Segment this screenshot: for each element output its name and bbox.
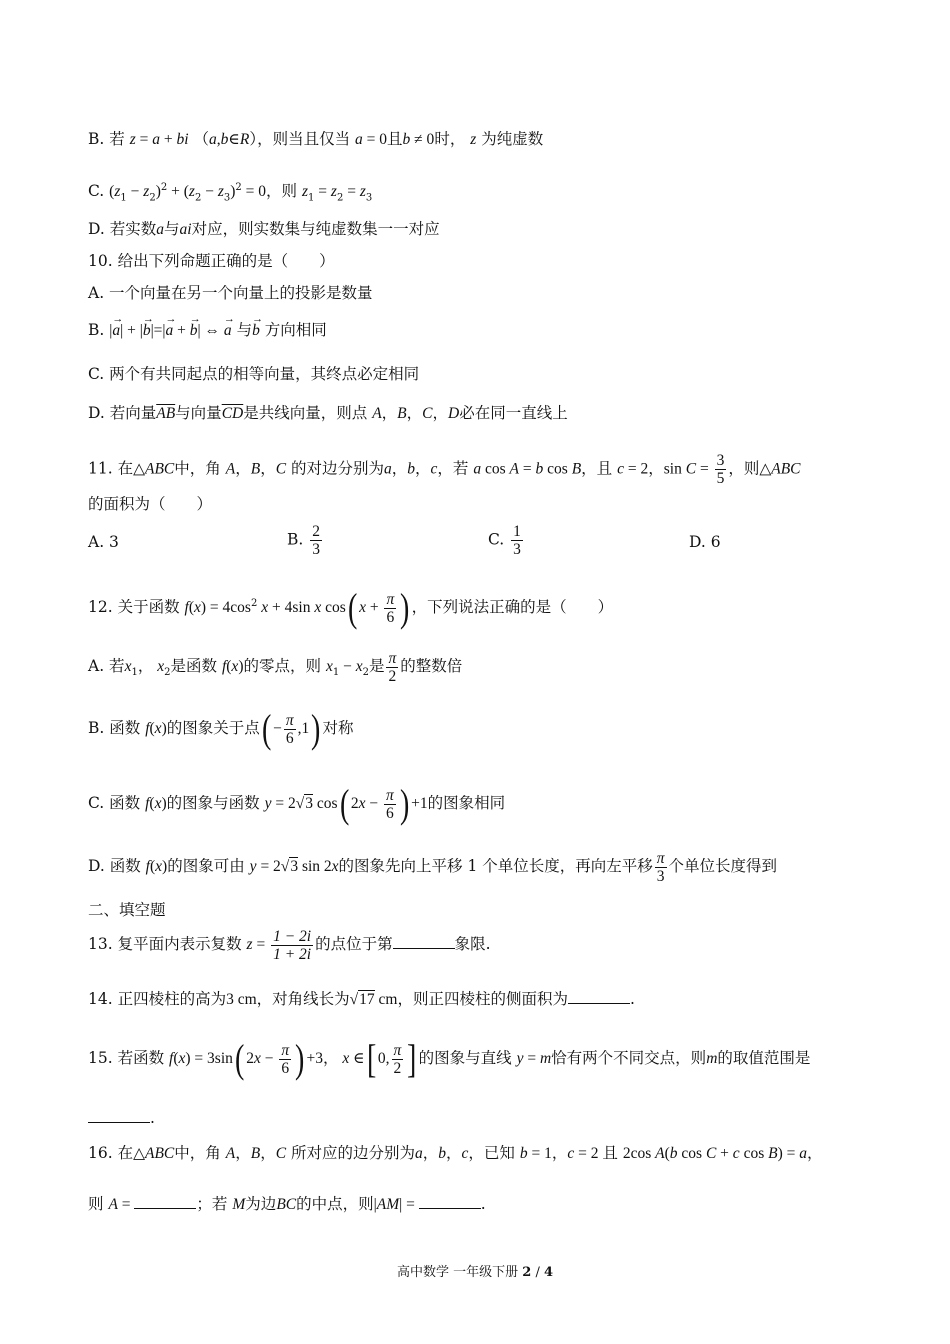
footer-separator: / [535,1265,540,1280]
q14-answer-blank[interactable] [568,989,630,1004]
q15: 15. 若函数 f(x) = 3sin( 2x − $\frac{\pi}{6}$ ) +3， x ∈[ 0, $\frac{\pi}{2}$ ] 的图象与直线 y = m恰有两个不同交点，则m的取值范围是 [88,1036,811,1081]
q12-a4: 是 [368,657,385,675]
q12-d4: 个单位长度得到 [668,857,778,875]
q10-option-d: D. 若向量$\overline{AB}$与向量$\overline{CD}$是共线向量，则点 A，B，C，D必在同一直线上 [88,404,568,422]
q9-b-text2: ），则当且仅当 [249,130,351,148]
q16-l2-2: ；若 [196,1195,228,1213]
q13: 13. 复平面内表示复数 z = $\frac{1 - 2i}{1 + 2i}$ 的点位于第 象限. [88,927,491,963]
q16-text4: ，已知 [468,1144,515,1162]
q12-b3: 对称 [322,719,354,737]
q9-c-label: C. [88,182,105,201]
q16-answer-blank-am[interactable] [419,1194,481,1209]
q16-l2-5: . [480,1195,486,1213]
q9-d-text2: 对应，则实数集与纯虚数集一一对应 [191,220,440,238]
footer-page-total: 4 [543,1265,554,1280]
q12-a2: 是函数 [170,657,217,675]
q11-stem-line2: 的面积为（ ） [88,495,213,513]
q11-text1: 11. 在△ [88,459,145,478]
q16-l2-3: 为边 [245,1195,277,1213]
q9-b-text1: （ [193,130,209,148]
q10-b-label: B. [88,321,105,339]
q15-answer-line [88,1108,155,1128]
q9-b-label: B. 若 [88,130,125,148]
q10-option-c: C. 两个有共同起点的相等向量，其终点必定相同 [88,365,420,383]
q9-option-c: C. $(z_1 - z_2)^2 + (z_2 - z_3)^2 = 0$，则 $z_1 = z_2 = z_3$ [88,182,373,204]
q12-d2: 的图象可由 [167,857,245,875]
q16-text6: ， [806,1144,823,1162]
q11-sin-fraction: $\frac{3}{5}$ [716,452,725,487]
q12-option-c: C. 函数 f(x)的图象与函数 y = 2√3 cos( 2x − $\frac{\pi}{6}$ ) +1的图象相同 [88,781,506,826]
q10-d-text1: 与向量 [175,404,222,422]
q9-d-label: D. 若实数 [88,220,157,238]
q15-text4: 的取值范围是 [717,1049,811,1067]
q11-text2: 中，角 [174,459,221,478]
q9-c-text1: ，则 [266,182,298,201]
q12-d1: D. 函数 [88,857,141,875]
q15-text3: 恰有两个不同交点，则 [551,1049,707,1067]
q12-b1: B. 函数 [88,719,141,737]
q11-text5: ，且 [581,459,613,478]
q15-text1: 15. 若函数 [88,1049,165,1067]
q16-text3: 所对应的边分别为 [290,1144,415,1162]
q10-stem: 10. 给出下列命题正确的是（ ） [88,252,335,270]
q9-b-text5: 为纯虚数 [481,130,544,148]
q13-fraction: $\frac{1 - 2i}{1 + 2i}$ [273,927,312,963]
q11-stem-line1: 11. 在△ABC中，角 A，B，C 的对边分别为a，b，c，若 a cos A = b cos B，且 c = 2，sin C = $\frac{3}{5}$ ，则△ABC [88,452,801,487]
q12-text1: 12. 关于函数 [88,598,180,617]
q12-text2: ，下列说法正确的是（ ） [411,598,614,617]
q16-answer-blank-a[interactable] [134,1194,196,1209]
q11-option-c: C. $\frac{1}{3}$ [488,523,521,558]
q16-l2-1: 则 [88,1195,104,1213]
q9-d-text1: 与 [163,220,180,238]
q11-option-a: A. 3 [88,533,119,551]
q15-tail: . [150,1109,155,1127]
q12-a1: A. 若 [88,657,125,675]
q10-d-text2: 是共线向量，则点 [243,404,368,422]
q12-a5: 的整数倍 [400,657,463,675]
q9-b-text4: 时， [434,130,466,148]
q16-line2: 则 A = ；若 M为边BC的中点，则|AM| = . [88,1195,486,1213]
q15-text2: 的图象与直线 [418,1049,512,1067]
page-footer [0,1261,950,1280]
q10-d-label: D. 若向量 [88,404,157,422]
q9-option-b: B. 若 z = a + bi （a,b∈R），则当且仅当 a = 0且b ≠ 0时， z 为纯虚数 [88,130,544,148]
q10-b-and: 与 [236,321,253,339]
footer-course: 高中数学 [396,1265,449,1280]
q11-option-b: B. $\frac{2}{3}$ [287,523,321,558]
q13-text2: 的点位于第 [315,935,393,953]
q14-text2: ，对角线长为 [256,990,350,1008]
q15-answer-blank[interactable] [88,1108,150,1123]
q14-text4: . [630,990,635,1008]
q12-a3: 的零点，则 [243,657,321,675]
q11-b-label: B. [287,530,304,549]
q16-l2-4: 的中点，则 [296,1195,374,1213]
q11-text4: ，若 [437,459,469,478]
q12-c1: C. 函数 [88,794,141,812]
q10-d-text3: 必在同一直线上 [459,404,568,422]
q12-b2: 的图象关于点 [166,719,260,737]
q14-text3: ，则正四棱柱的侧面积为 [397,990,568,1008]
footer-page-number: 2 [522,1265,532,1280]
q16-text2: 中，角 [174,1144,221,1162]
q13-answer-blank[interactable] [393,934,455,949]
q10-option-b: B. |→ a| + |→ b|=|→ a + → b| ⇔ → a 与→ b 方向相同 [88,320,327,341]
q13-text3: 象限. [454,935,491,953]
q14-text1: 14. 正四棱柱的高为 [88,990,227,1008]
q9-option-d: D. 若实数a与ai对应，则实数集与纯虚数集一一对应 [88,220,440,238]
section-fill-in-blank: 二、填空题 [88,901,166,919]
footer-grade: 一年级下册 [453,1265,519,1280]
q12-stem: 12. 关于函数 $f(x) = 4\cos^2$ x + 4sin x cos( x + $\frac{\pi}{6}$ ) ，下列说法正确的是（ ） [88,585,614,631]
q11-c-label: C. [488,530,505,549]
q10-option-a: A. 一个向量在另一个向量上的投影是数量 [88,284,373,302]
q12-c2: 的图象与函数 [166,794,260,812]
q14: 14. 正四棱柱的高为3 cm，对角线长为√17 cm，则正四棱柱的侧面积为 . [88,990,635,1008]
q12-d3: 的图象先向上平移 1 个单位长度，再向左平移 [338,857,653,875]
q12-option-d: D. 函数 f(x)的图象可由 y = 2√3 sin 2x的图象先向上平移 1 个单位长度，再向左平移 $\frac{\pi}{3}$ 个单位长度得到 [88,849,778,885]
q16-text1: 16. 在△ [88,1144,145,1162]
q16-text5: 且 [602,1144,618,1162]
q10-b-text: 方向相同 [264,321,327,339]
q12-option-b: B. 函数 f(x)的图象关于点( − $\frac{\pi}{6}$ ,1) 对称 [88,706,354,751]
q11-text3: 的对边分别为 [290,459,384,478]
q12-option-a: A. 若$x_1$， $x_2$是函数 f(x)的零点，则 $x_1 - x_2$是 $\frac{\pi}{2}$ 的整数倍 [88,649,463,685]
q11-option-d: D. 6 [689,533,721,551]
q16-line1: 16. 在△ABC中，角 A，B，C 所对应的边分别为a，b，c，已知 b = 1，c = 2 且 2cos A(b cos C + c cos B) = a， [88,1144,823,1162]
q9-b-text3: 且 [387,130,403,148]
q13-text1: 13. 复平面内表示复数 [88,935,242,953]
q11-text6: ，则△ [728,459,772,478]
q12-c3: 的图象相同 [427,794,506,812]
